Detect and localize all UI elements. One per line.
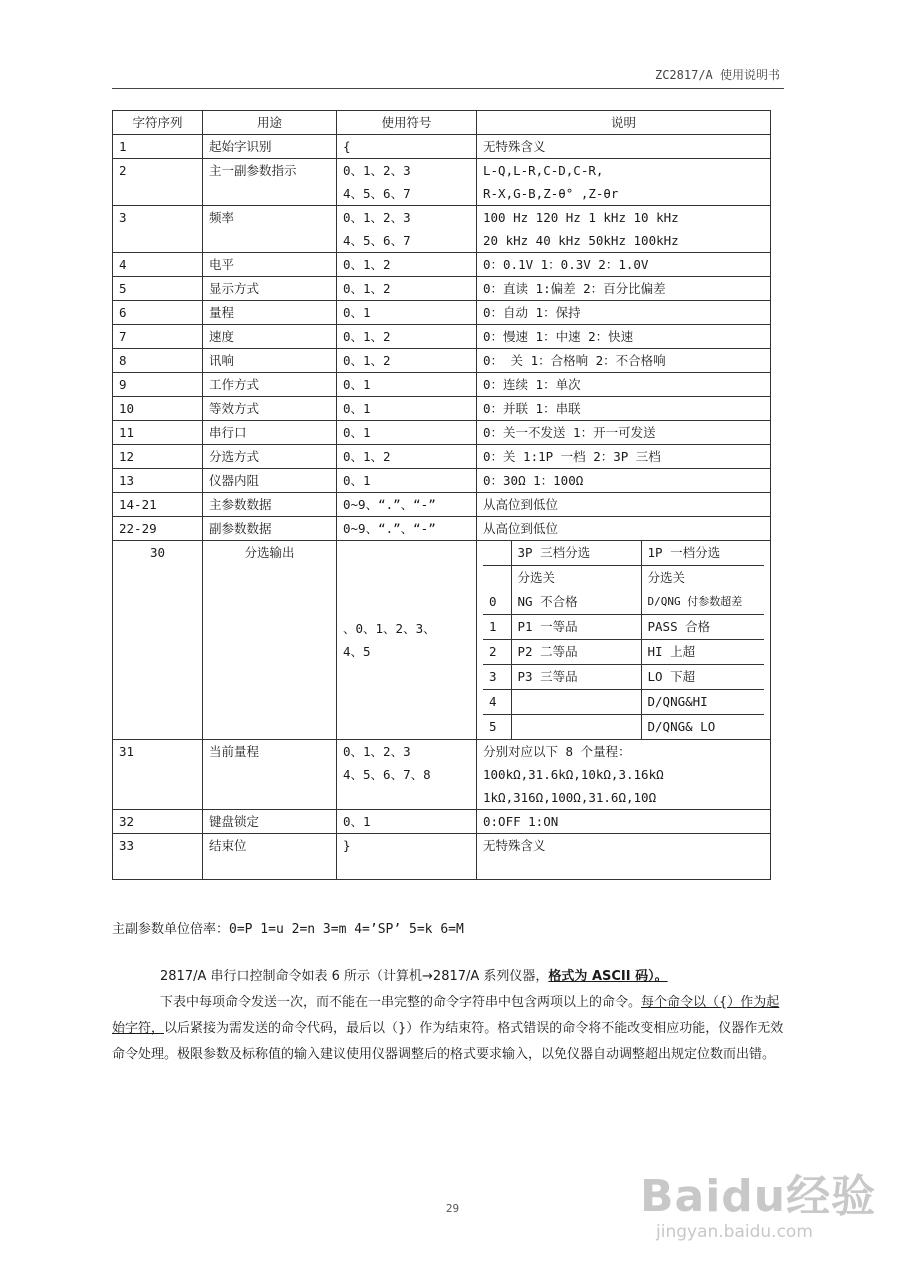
description-line: L-Q,L-R,C-D,C-R, bbox=[483, 163, 604, 178]
cell-use: 结束位 bbox=[203, 834, 337, 880]
symbol-line: 0、1、2 bbox=[343, 449, 391, 464]
description-line: 0：并联 1：串联 bbox=[483, 401, 581, 416]
subtable-3p-value bbox=[511, 690, 641, 715]
cell-description bbox=[477, 206, 771, 253]
cell-symbols bbox=[337, 206, 477, 253]
baidu-watermark bbox=[640, 1150, 890, 1260]
table-row bbox=[113, 740, 771, 810]
cell-description bbox=[477, 740, 771, 810]
cell-use: 电平 bbox=[203, 253, 337, 277]
subtable-1p-value: D/QNG& LO bbox=[647, 719, 716, 734]
cell-use: 起始字识别 bbox=[203, 135, 337, 159]
cell-symbols bbox=[337, 517, 477, 541]
subtable-1p-value: PASS 合格 bbox=[641, 615, 764, 640]
paragraph-emphasis: 格式为 ASCII 码）。 bbox=[548, 969, 668, 984]
cell-use: 工作方式 bbox=[203, 373, 337, 397]
subtable-1p-value: LO 下超 bbox=[641, 665, 764, 690]
cell-symbols bbox=[337, 159, 477, 206]
cell-symbols bbox=[337, 469, 477, 493]
subtable-head: 3P 三档分选 bbox=[511, 541, 641, 566]
cell-seq: 5 bbox=[113, 277, 203, 301]
subtable-1p-value: D/QNG 付参数超差 bbox=[641, 590, 764, 615]
subtable-1p-value: D/QNG&HI bbox=[641, 690, 764, 715]
cell-seq: 6 bbox=[113, 301, 203, 325]
cell-symbols bbox=[337, 325, 477, 349]
subtable-1p-value: HI 上超 bbox=[641, 640, 764, 665]
description-line: 100kΩ,31.6kΩ,10kΩ,3.16kΩ bbox=[483, 767, 664, 782]
cell-seq: 13 bbox=[113, 469, 203, 493]
cell-symbols bbox=[337, 277, 477, 301]
cell-description bbox=[477, 277, 771, 301]
description-line: 分别对应以下 8 个量程： bbox=[483, 744, 631, 759]
cell-use: 讯响 bbox=[203, 349, 337, 373]
paragraph-underlined: 每个命令以（{）作为起始字符， bbox=[112, 995, 780, 1036]
description-line: 0：自动 1：保持 bbox=[483, 305, 581, 320]
cell-use: 副参数数据 bbox=[203, 517, 337, 541]
cell-use: 仪器内阻 bbox=[203, 469, 337, 493]
table-row bbox=[113, 810, 771, 834]
symbol-line: 0~9、“.”、“-” bbox=[343, 497, 436, 512]
table-row bbox=[113, 397, 771, 421]
symbol-line: 0、1 bbox=[343, 814, 371, 829]
cell-description bbox=[477, 159, 771, 206]
cell-description bbox=[477, 469, 771, 493]
description-line: 0： 关 1：合格响 2：不合格响 bbox=[483, 353, 666, 368]
cell-use: 分选输出 bbox=[203, 541, 337, 740]
symbol-line: 0、1、2 bbox=[343, 353, 391, 368]
cell-seq: 33 bbox=[113, 834, 203, 880]
cell-description bbox=[477, 301, 771, 325]
cell-description bbox=[477, 373, 771, 397]
symbol-line: 0、1 bbox=[343, 425, 371, 440]
cell-symbols bbox=[337, 810, 477, 834]
symbol-line: 0、1 bbox=[343, 401, 371, 416]
cell-seq: 3 bbox=[113, 206, 203, 253]
cell-use: 量程 bbox=[203, 301, 337, 325]
subtable-3p-value: P2 二等品 bbox=[511, 640, 641, 665]
symbol-line: { bbox=[343, 139, 351, 154]
cell-use: 串行口 bbox=[203, 421, 337, 445]
table-row bbox=[113, 373, 771, 397]
table-row bbox=[113, 349, 771, 373]
table-row bbox=[113, 445, 771, 469]
symbol-line: 0、1、2、3 bbox=[343, 210, 411, 225]
subtable-row bbox=[483, 690, 764, 715]
cell-seq: 10 bbox=[113, 397, 203, 421]
subtable-index: 0 bbox=[483, 590, 511, 615]
table-row bbox=[113, 421, 771, 445]
cell-symbols bbox=[337, 493, 477, 517]
table-row bbox=[113, 301, 771, 325]
cell-use: 速度 bbox=[203, 325, 337, 349]
subtable-index: 2 bbox=[483, 640, 511, 665]
paragraph-intro bbox=[112, 964, 784, 990]
cell-seq: 7 bbox=[113, 325, 203, 349]
cell-seq: 31 bbox=[113, 740, 203, 810]
description-line: R-X,G-B,Z-θ° ,Z-θr bbox=[483, 186, 619, 201]
subtable-row bbox=[483, 665, 764, 690]
subtable-row bbox=[483, 715, 764, 740]
cell-use: 当前量程 bbox=[203, 740, 337, 810]
table-row bbox=[113, 325, 771, 349]
cell-description bbox=[477, 325, 771, 349]
cell-seq: 30 bbox=[113, 541, 203, 740]
subtable-head: 1P 一档分选 bbox=[641, 541, 764, 566]
description-line: 无特殊含义 bbox=[483, 139, 546, 154]
cell-seq: 4 bbox=[113, 253, 203, 277]
paragraph-text: 以后紧接为需发送的命令代码，最后以（}）作为结束符。格式错误的命令将不能改变相应功能，仪器作无效命令处理。极限参数及标称值的输入建议使用仪器调整后的格式要求输入，以免仪器自动调整超出规定位数而出错。 bbox=[112, 1021, 784, 1062]
column-header: 使用符号 bbox=[337, 111, 477, 135]
cell-symbols bbox=[337, 397, 477, 421]
cell-seq: 22-29 bbox=[113, 517, 203, 541]
cell-seq: 14-21 bbox=[113, 493, 203, 517]
cell-seq: 12 bbox=[113, 445, 203, 469]
description-line: 0：关一不发送 1：开一可发送 bbox=[483, 425, 656, 440]
description-line: 1kΩ,316Ω,100Ω,31.6Ω,10Ω bbox=[483, 790, 657, 805]
subtable-3p-value: P3 三等品 bbox=[511, 665, 641, 690]
subtable-sub: 分选关 bbox=[511, 566, 641, 591]
description-line: 0:OFF 1:ON bbox=[483, 814, 559, 829]
cell-description bbox=[477, 493, 771, 517]
cell-symbols bbox=[337, 135, 477, 159]
symbol-line: 4、5、6、7、8 bbox=[343, 767, 431, 782]
symbol-line: 0、1、2 bbox=[343, 329, 391, 344]
symbol-line: 4、5、6、7 bbox=[343, 186, 411, 201]
cell-use: 分选方式 bbox=[203, 445, 337, 469]
cell-sorting-output bbox=[477, 541, 771, 740]
subtable-3p-value: NG 不合格 bbox=[511, 590, 641, 615]
cell-description bbox=[477, 445, 771, 469]
cell-description bbox=[477, 834, 771, 880]
cell-description bbox=[477, 517, 771, 541]
cell-symbols bbox=[337, 421, 477, 445]
subtable-3p-value bbox=[511, 715, 641, 740]
cell-use: 显示方式 bbox=[203, 277, 337, 301]
cell-seq: 32 bbox=[113, 810, 203, 834]
cell-use: 主一副参数指示 bbox=[203, 159, 337, 206]
description-line: 0：连续 1：单次 bbox=[483, 377, 581, 392]
subtable-index: 4 bbox=[483, 690, 511, 715]
subtable-row bbox=[483, 615, 764, 640]
document-header-title: ZC2817/A 使用说明书 bbox=[654, 68, 780, 82]
cell-seq: 11 bbox=[113, 421, 203, 445]
symbol-line: 0、1 bbox=[343, 377, 371, 392]
table-row bbox=[113, 469, 771, 493]
cell-description bbox=[477, 397, 771, 421]
description-line: 无特殊含义 bbox=[483, 838, 546, 853]
unit-multiplier-note: 主副参数单位倍率：0=P 1=u 2=n 3=m 4=’SP’ 5=k 6=M bbox=[112, 922, 464, 937]
symbol-line: 0~9、“.”、“-” bbox=[343, 521, 436, 536]
cell-seq: 2 bbox=[113, 159, 203, 206]
symbol-line: 0、1、2 bbox=[343, 257, 391, 272]
symbol-line: 0、1、2 bbox=[343, 281, 391, 296]
cell-symbols bbox=[337, 445, 477, 469]
watermark-logo: Baidu经验 bbox=[640, 1171, 877, 1222]
cell-description bbox=[477, 253, 771, 277]
column-header: 说明 bbox=[477, 111, 771, 135]
table-row bbox=[113, 135, 771, 159]
column-header: 字符序列 bbox=[113, 111, 203, 135]
description-line: 20 kHz 40 kHz 50kHz 100kHz bbox=[483, 233, 679, 248]
header-divider bbox=[112, 88, 784, 89]
cell-use: 键盘锁定 bbox=[203, 810, 337, 834]
symbol-line: 4、5、6、7 bbox=[343, 233, 411, 248]
cell-description bbox=[477, 421, 771, 445]
cell-seq: 1 bbox=[113, 135, 203, 159]
cell-symbols bbox=[337, 740, 477, 810]
symbol-line: 、0、1、2、3、 bbox=[343, 621, 436, 636]
symbol-line: 0、1、2、3 bbox=[343, 744, 411, 759]
subtable-index: 5 bbox=[483, 715, 511, 740]
cell-symbols bbox=[337, 541, 477, 740]
description-line: 0：直读 1:偏差 2：百分比偏差 bbox=[483, 281, 666, 296]
description-line: 0：0.1V 1：0.3V 2：1.0V bbox=[483, 257, 649, 272]
table-row bbox=[113, 277, 771, 301]
table-row bbox=[113, 159, 771, 206]
sorting-output-subtable bbox=[483, 541, 764, 739]
column-header: 用途 bbox=[203, 111, 337, 135]
watermark-url: jingyan.baidu.com bbox=[656, 1222, 813, 1242]
symbol-line: 0、1 bbox=[343, 305, 371, 320]
cell-description bbox=[477, 349, 771, 373]
command-table bbox=[112, 110, 771, 880]
subtable-index: 1 bbox=[483, 615, 511, 640]
paragraph-text: 2817/A 串行口控制命令如表 6 所示（计算机→2817/A 系列仪器， bbox=[160, 969, 549, 984]
table-row bbox=[113, 253, 771, 277]
description-line: 0：关 1:1P 一档 2：3P 三档 bbox=[483, 449, 661, 464]
page-number: 29 bbox=[445, 1202, 460, 1215]
symbol-line: 0、1、2、3 bbox=[343, 163, 411, 178]
cell-symbols bbox=[337, 373, 477, 397]
cell-symbols bbox=[337, 349, 477, 373]
symbol-line: 4、5 bbox=[343, 644, 371, 659]
symbol-line: } bbox=[343, 838, 351, 853]
cell-symbols bbox=[337, 834, 477, 880]
subtable-index: 3 bbox=[483, 665, 511, 690]
table-row bbox=[113, 517, 771, 541]
description-line: 0：30Ω 1：100Ω bbox=[483, 473, 584, 488]
cell-use: 主参数数据 bbox=[203, 493, 337, 517]
cell-use: 频率 bbox=[203, 206, 337, 253]
description-line: 0：慢速 1：中速 2：快速 bbox=[483, 329, 634, 344]
subtable-row bbox=[483, 590, 764, 615]
cell-seq: 8 bbox=[113, 349, 203, 373]
paragraph-rules bbox=[112, 990, 784, 1068]
description-line: 100 Hz 120 Hz 1 kHz 10 kHz bbox=[483, 210, 679, 225]
cell-description bbox=[477, 135, 771, 159]
table-header-row bbox=[113, 111, 771, 135]
cell-symbols bbox=[337, 301, 477, 325]
table-row-30 bbox=[113, 541, 771, 740]
subtable-3p-value: P1 一等品 bbox=[511, 615, 641, 640]
description-line: 从高位到低位 bbox=[483, 497, 559, 512]
symbol-line: 0、1 bbox=[343, 473, 371, 488]
cell-use: 等效方式 bbox=[203, 397, 337, 421]
subtable-row bbox=[483, 640, 764, 665]
cell-description bbox=[477, 810, 771, 834]
subtable-head-row bbox=[483, 541, 764, 566]
subtable-sub: 分选关 bbox=[647, 570, 686, 585]
table-row bbox=[113, 834, 771, 880]
description-line: 从高位到低位 bbox=[483, 521, 559, 536]
table-row bbox=[113, 206, 771, 253]
subtable-sub-row bbox=[483, 566, 764, 591]
paragraph-text: 下表中每项命令发送一次，而不能在一串完整的命令字符串中包含两项以上的命令。 bbox=[160, 995, 642, 1010]
table-row bbox=[113, 493, 771, 517]
cell-symbols bbox=[337, 253, 477, 277]
cell-seq: 9 bbox=[113, 373, 203, 397]
